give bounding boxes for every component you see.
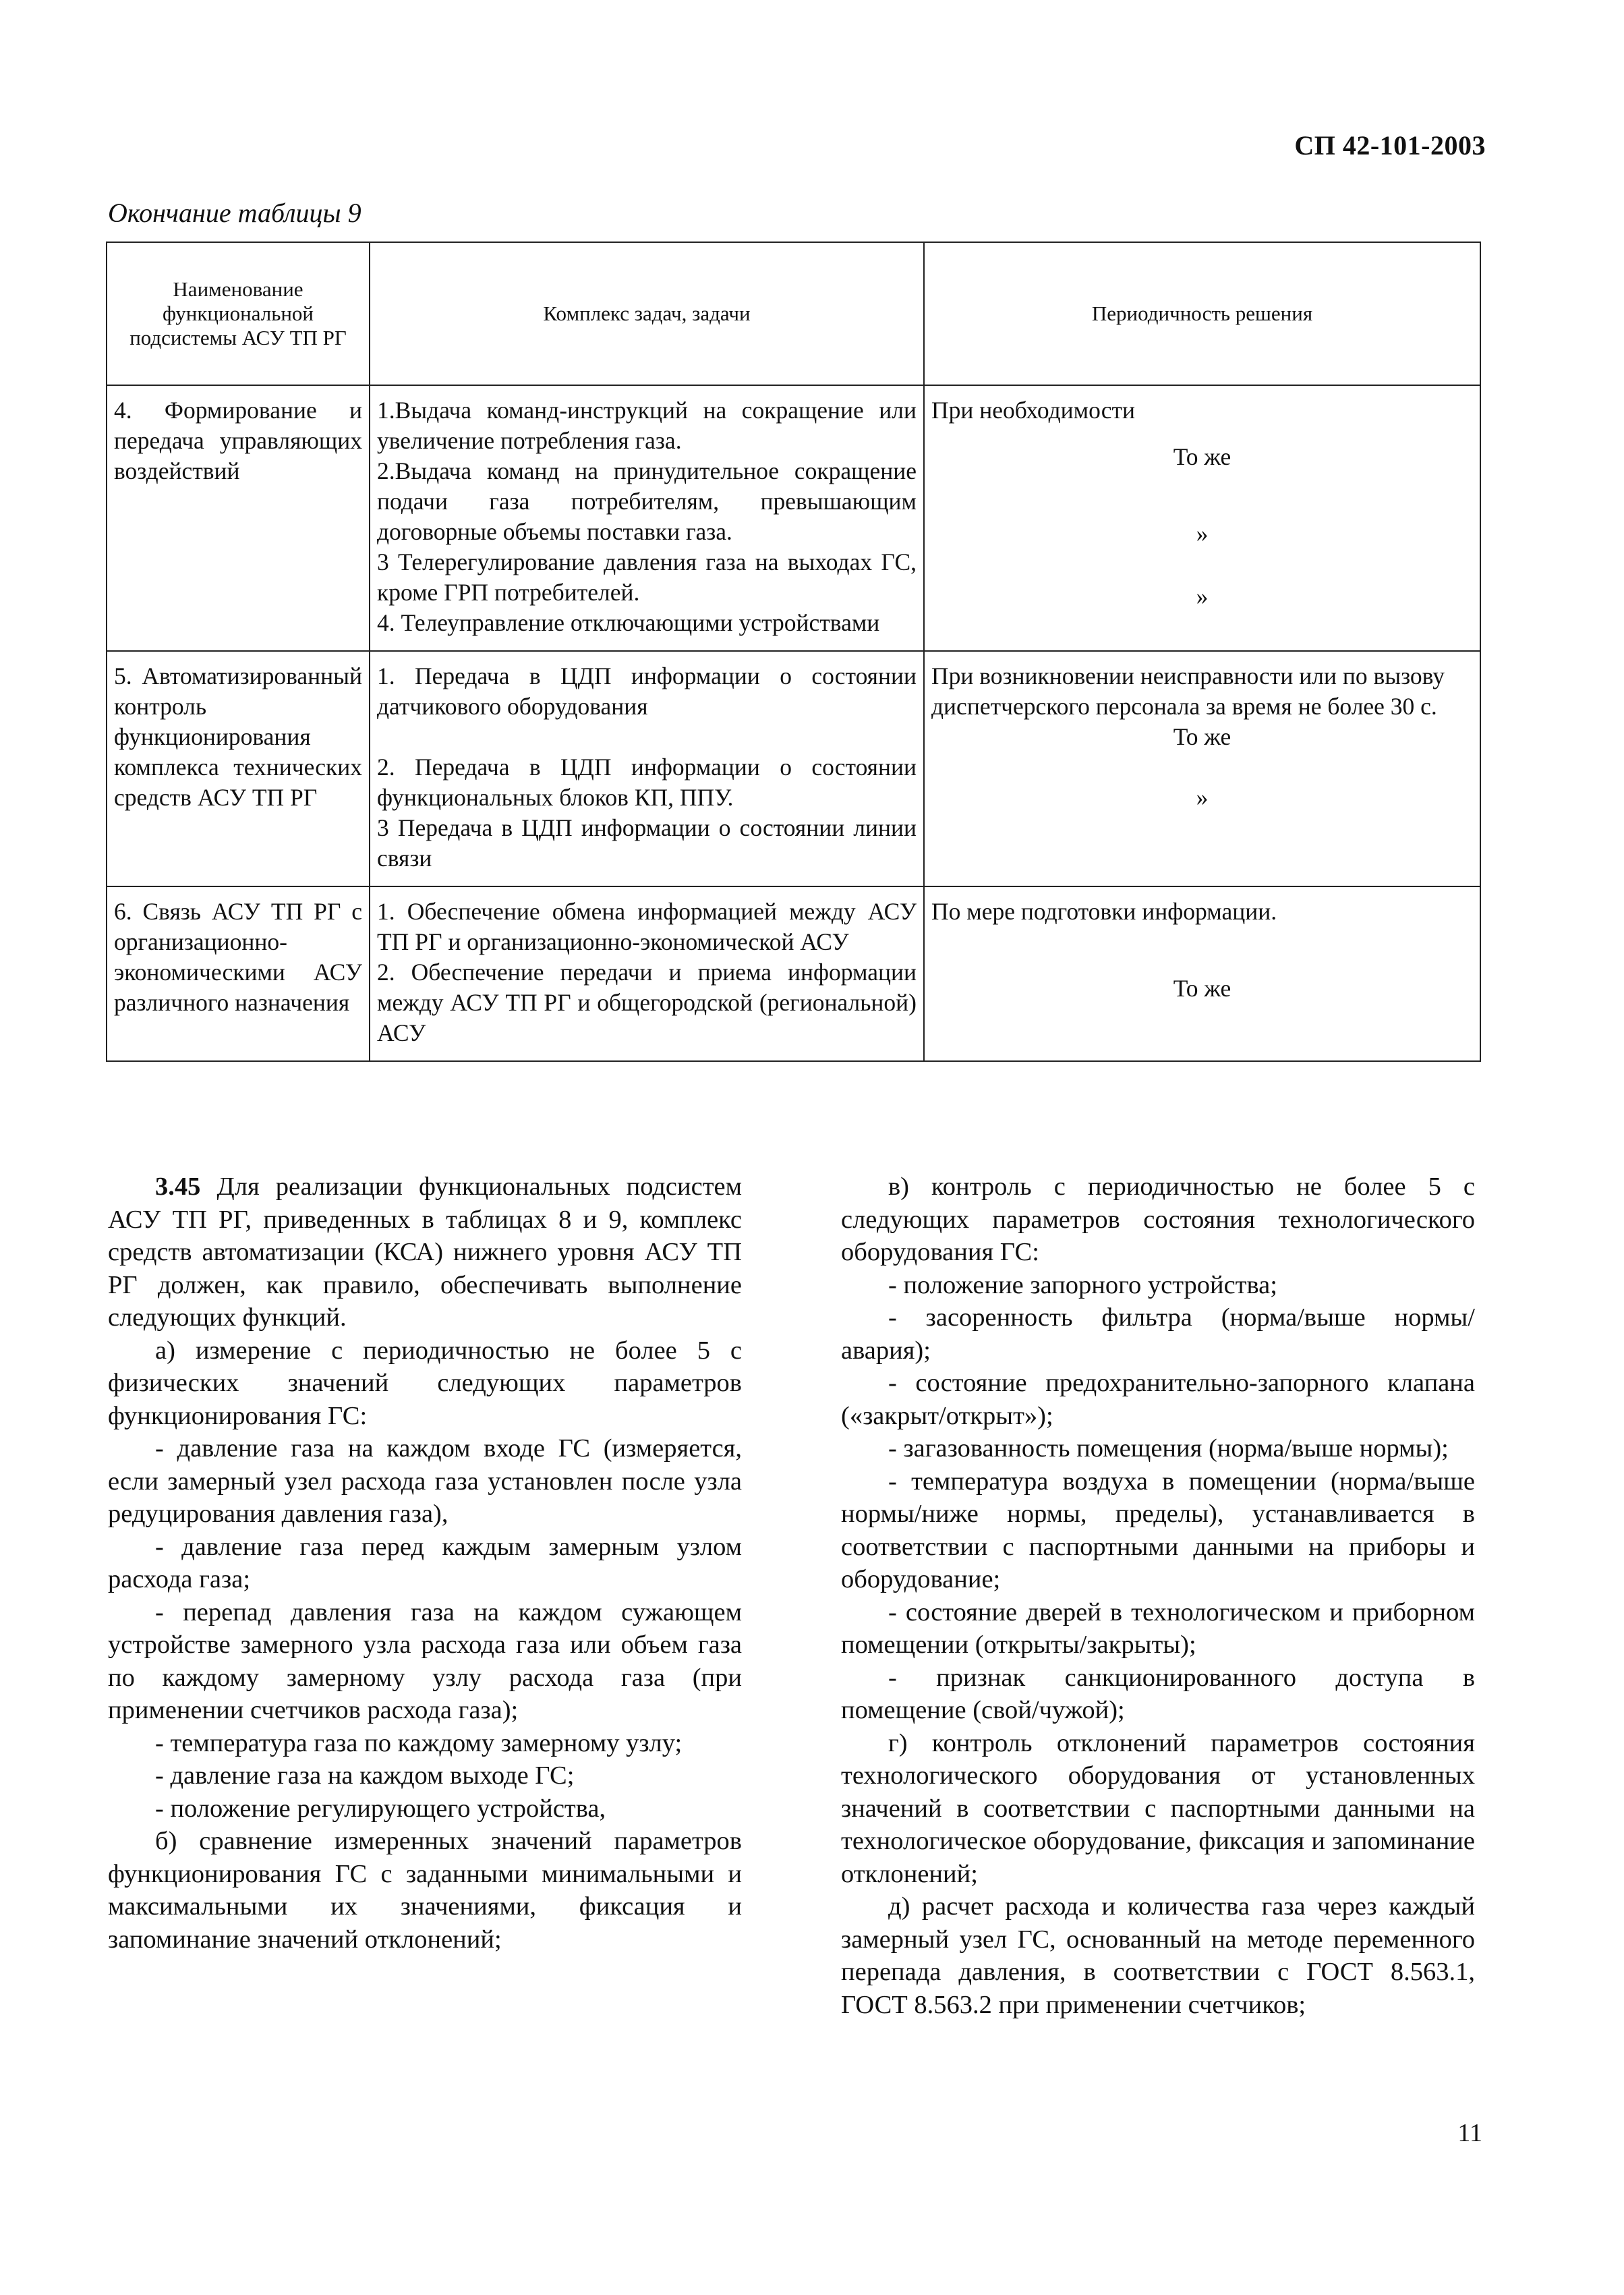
periodicity-cell: [924, 385, 1480, 651]
period-item: То же: [1173, 443, 1231, 470]
task-item: 3 Передача в ЦДП информации о состоянии линии связи: [377, 814, 917, 872]
list-item: - загазованность помещения (норма/выше нормы);: [888, 1434, 1449, 1463]
list-item: - положение запорного устройства;: [888, 1270, 1277, 1299]
table-row: [107, 886, 1480, 1061]
document-code: СП 42-101-2003: [1294, 130, 1486, 161]
subsystem-cell: [107, 651, 370, 886]
period-item: »: [1196, 784, 1209, 811]
clause-3-45: [108, 1170, 742, 1334]
table-header-row: [107, 242, 1480, 385]
clause-text: Для реализации функциональных подсистем АСУ ТП РГ, приведенных в таблицах 8 и 9, комплекс средств автоматизации (КСА) нижнего уровня АСУ ТП РГ должен, как правило, обеспечивать выполнение следующих функций.: [108, 1172, 742, 1332]
list-item: - температура газа по каждому замерному узлу;: [155, 1728, 683, 1757]
period-item: »: [1196, 520, 1209, 547]
list-item: - засоренность фильтра (норма/выше нормы/авария);: [841, 1303, 1475, 1365]
subsystem-cell: [107, 385, 370, 651]
period-item: При необходимости: [931, 397, 1136, 424]
period-item: То же: [1173, 723, 1231, 750]
subsystem-name: 5. Автоматизированный контроль функционирования комплекса технических средств АСУ ТП РГ: [114, 662, 362, 811]
table-9: [106, 242, 1481, 1062]
table-row: [107, 651, 1480, 886]
list-item: - температура воздуха в помещении (норма/выше нормы/ниже нормы, пределы), устанавливается в соответствии с паспортными данными на приборы и оборудование;: [841, 1467, 1475, 1593]
task-item: 4. Телеуправление отключающими устройствами: [377, 609, 880, 636]
task-item: 2.Выдача команд на принудительное сокращение подачи газа потребителям, превышающим договорные объемы поставки газа.: [377, 457, 917, 545]
period-item: То же: [1173, 975, 1231, 1002]
task-item: 1. Передача в ЦДП информации о состоянии датчикового оборудования: [377, 662, 917, 720]
task-item: 3 Телерегулирование давления газа на выходах ГС, кроме ГРП потребителей.: [377, 548, 917, 606]
list-item: - состояние предохранительно-запорного клапана («закрыт/открыт»);: [841, 1369, 1475, 1430]
left-text-column: [108, 1170, 742, 1956]
tasks-cell: [370, 385, 924, 651]
item-g: г) контроль отклонений параметров состояния технологического оборудования от установленных значений в соответствии с паспортными данными на технологическое оборудование, фиксация и запоминание отклонений;: [841, 1728, 1475, 1888]
column-header-periodicity: Периодичность решения: [924, 242, 1480, 385]
list-item: - признак санкционированного доступа в помещение (свой/чужой);: [841, 1663, 1475, 1724]
period-item: При возникновении неисправности или по вызову диспетчерского персонала за время не более 30 с.: [931, 662, 1445, 720]
periodicity-cell: [924, 651, 1480, 886]
task-item: 1.Выдача команд-инструкций на сокращение или увеличение потребления газа.: [377, 397, 917, 454]
item-d: д) расчет расхода и количества газа через каждый замерный узел ГС, основанный на методе переменного перепада давления, в соответствии с ГОСТ 8.563.1, ГОСТ 8.563.2 при применении счетчиков;: [841, 1892, 1475, 2019]
period-item: »: [1196, 583, 1209, 610]
right-text-column: [841, 1170, 1475, 2021]
clause-number: 3.45: [155, 1172, 201, 1201]
task-item: 1. Обеспечение обмена информацией между АСУ ТП РГ и организационно-экономической АСУ: [377, 898, 917, 955]
list-item: - положение регулирующего устройства,: [155, 1794, 606, 1823]
list-item: - давление газа на каждом выходе ГС;: [155, 1761, 575, 1790]
column-header-tasks: Комплекс задач, задачи: [370, 242, 924, 385]
list-item: - перепад давления газа на каждом сужающем устройстве замерного узла расхода газа или объем газа по каждому замерному узлу расхода газа (при применении счетчиков расхода газа);: [108, 1597, 742, 1724]
tasks-cell: [370, 886, 924, 1061]
table-row: [107, 385, 1480, 651]
task-item: 2. Передача в ЦДП информации о состоянии функциональных блоков КП, ППУ.: [377, 754, 917, 811]
table-caption: Окончание таблицы 9: [108, 198, 361, 228]
list-item: - давление газа перед каждым замерным узлом расхода газа;: [108, 1532, 742, 1593]
task-item: 2. Обеспечение передачи и приема информации между АСУ ТП РГ и общегородской (региональной) АСУ: [377, 959, 917, 1046]
subsystem-name: 6. Связь АСУ ТП РГ с организационно-экономическими АСУ различного назначения: [114, 898, 362, 1016]
periodicity-cell: [924, 886, 1480, 1061]
subsystem-cell: [107, 886, 370, 1061]
subsystem-name: 4. Формирование и передача управляющих воздействий: [114, 397, 362, 484]
page-number: 11: [1457, 2119, 1482, 2147]
list-item: - давление газа на каждом входе ГС (измеряется, если замерный узел расхода газа установлен после узла редуцирования давления газа),: [108, 1434, 742, 1528]
item-v: в) контроль с периодичностью не более 5 с следующих параметров состояния технологического оборудования ГС:: [841, 1172, 1475, 1266]
period-item: По мере подготовки информации.: [931, 898, 1277, 925]
item-b: б) сравнение измеренных значений параметров функционирования ГС с заданными минимальными и максимальными их значениями, фиксация и запоминание значений отклонений;: [108, 1827, 742, 1954]
column-header-subsystem: Наименование функциональной подсистемы АСУ ТП РГ: [107, 242, 370, 385]
tasks-cell: [370, 651, 924, 886]
item-a: а) измерение с периодичностью не более 5 с физических значений следующих параметров функционирования ГС:: [108, 1336, 742, 1430]
list-item: - состояние дверей в технологическом и приборном помещении (открыты/закрыты);: [841, 1597, 1475, 1659]
